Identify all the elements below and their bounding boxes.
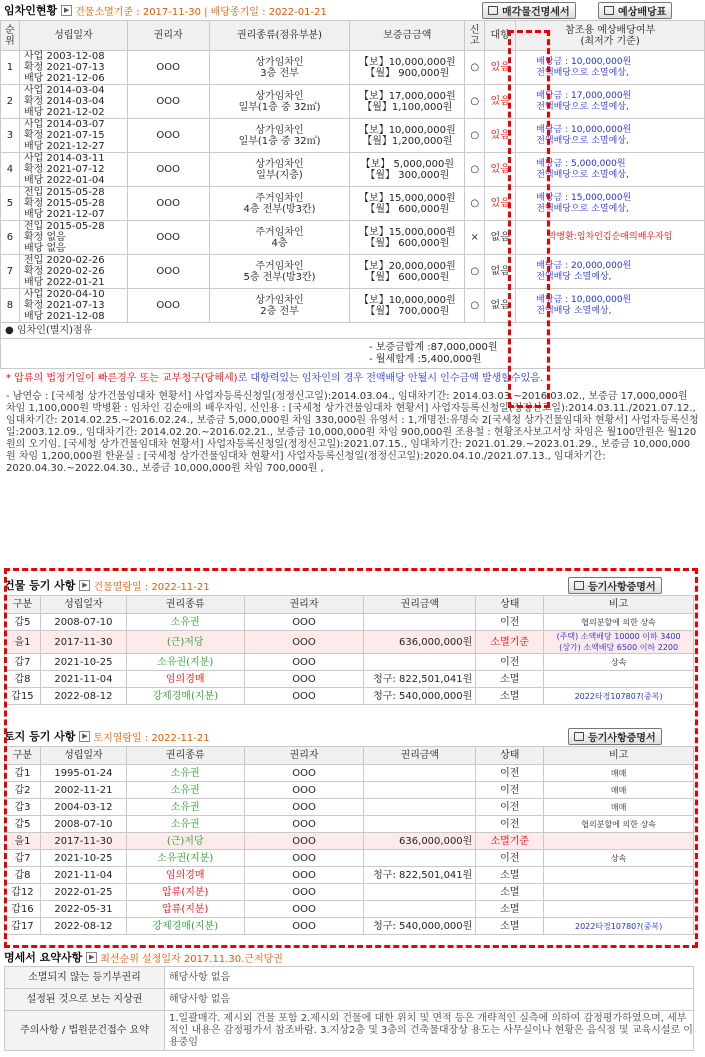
- bldg-registry-button[interactable]: 등기사항증명서: [568, 577, 662, 594]
- expected-line: 배당금 : 5,000,000원: [536, 158, 626, 169]
- date-line: 전입 2015-05-28: [23, 187, 105, 198]
- date-line: 확정 2015-05-28: [23, 198, 105, 209]
- date-cell: 1995-01-24: [40, 765, 126, 782]
- holder-cell: OOO: [127, 289, 209, 323]
- tenant-section: [0, 0, 705, 493]
- right-type-cell: 소유권: [126, 765, 244, 782]
- date-cell: [19, 255, 127, 289]
- holder-cell: OOO: [127, 51, 209, 85]
- type-cell: [209, 221, 350, 255]
- col-holder: 권리자: [127, 21, 209, 51]
- kind-cell: 을1: [5, 833, 41, 850]
- arrow-icon: ▶: [79, 580, 90, 591]
- date-cell: [19, 187, 127, 221]
- rent-line: 【월】 300,000원: [365, 169, 450, 181]
- right-type-cell: 강제경매(지분): [126, 688, 244, 705]
- table-row: [1, 187, 705, 221]
- report-cell: ○: [465, 289, 485, 323]
- right-type-cell: 임의경매: [126, 867, 244, 884]
- date-cell: 2021-10-25: [40, 654, 126, 671]
- date-line: 사업 2020-04-10: [23, 289, 105, 300]
- date-cell: [19, 51, 127, 85]
- spec-title: 명세서 요약사항: [4, 951, 83, 964]
- note-line: 상속: [610, 657, 627, 667]
- report-cell: ○: [465, 51, 485, 85]
- type-cell: [209, 119, 350, 153]
- type-part: 일부(1층 중 32㎡): [238, 135, 321, 147]
- status-cell: 소멸: [476, 884, 544, 901]
- date-cell: [19, 119, 127, 153]
- spec-row: [5, 967, 694, 989]
- amount-cell: 636,000,000원: [364, 833, 476, 850]
- date-cell: 2008-07-10: [40, 614, 126, 631]
- type-line: 주거임차인: [255, 260, 304, 272]
- col-header: 구분: [5, 596, 41, 614]
- land-subtitle: 토지열람일 : 2022-11-21: [93, 732, 210, 744]
- right-type-cell: 소유권: [126, 816, 244, 833]
- date-cell: 2022-01-25: [40, 884, 126, 901]
- date-cell: 2017-11-30: [40, 833, 126, 850]
- rank-cell: 4: [1, 153, 20, 187]
- type-line: 상가임차인: [255, 56, 304, 68]
- status-cell: 소멸: [476, 867, 544, 884]
- registry-highlight: [4, 568, 698, 948]
- expected-note: 전액배당으로 소멸예상,: [536, 101, 629, 112]
- expected-line: 배당금 : 20,000,000원: [536, 260, 632, 271]
- right-type-cell: 소유권: [126, 614, 244, 631]
- opposing-cell: 있음: [485, 187, 516, 221]
- type-cell: [209, 289, 350, 323]
- date-line: 배당 2022-01-21: [23, 277, 105, 288]
- status-cell: 이전: [476, 799, 544, 816]
- date-line: 사업 2014-03-11: [23, 153, 105, 164]
- expected-line: 박병환:임차인김순애의배우자임: [547, 232, 673, 242]
- opposing-cell: 없음: [485, 221, 516, 255]
- kind-cell: 갑15: [5, 688, 41, 705]
- rank-cell: 5: [1, 187, 20, 221]
- date-line: 확정 2021-07-12: [23, 164, 105, 175]
- expected-line: 배당금 : 10,000,000원: [536, 56, 632, 67]
- type-part: 5층 전부(방3칸): [243, 271, 316, 283]
- date-cell: 2017-11-30: [40, 631, 126, 654]
- type-part: 2층 전부: [260, 305, 299, 317]
- report-cell: ○: [465, 255, 485, 289]
- date-cell: 2021-10-25: [40, 850, 126, 867]
- holder-cell: OOO: [244, 816, 364, 833]
- kind-cell: 을1: [5, 631, 41, 654]
- spec-subtitle: 최선순위 설정일자 2017.11.30.근저당권: [100, 953, 283, 965]
- deposit-cell: [350, 85, 465, 119]
- type-part: 4층: [271, 237, 288, 249]
- deposit-line: 【보】17,000,000원: [359, 90, 456, 102]
- document-icon: [604, 6, 614, 15]
- status-cell: 이전: [476, 654, 544, 671]
- deposit-cell: [350, 153, 465, 187]
- right-type-cell: 강제경매(지분): [126, 918, 244, 935]
- date-cell: 2004-03-12: [40, 799, 126, 816]
- deposit-line: 【보】10,000,000원: [359, 124, 456, 136]
- holder-cell: OOO: [127, 187, 209, 221]
- date-line: 확정 2014-03-04: [23, 96, 105, 107]
- deposit-line: 【보】20,000,000원: [359, 260, 456, 272]
- date-line: 사업 2003-12-08: [23, 51, 105, 62]
- spec-row: [5, 989, 694, 1011]
- type-part: 4층 전부(방3칸): [243, 203, 316, 215]
- holder-cell: OOO: [127, 85, 209, 119]
- col-header: 상태: [476, 747, 544, 765]
- type-line: 상가임차인: [255, 294, 304, 306]
- amount-cell: 청구: 540,000,000원: [364, 688, 476, 705]
- note-line: 상속: [610, 853, 627, 863]
- kind-cell: 갑8: [5, 867, 41, 884]
- type-part: 일부(지층): [256, 169, 303, 181]
- date-cell: [19, 153, 127, 187]
- deposit-cell: [350, 221, 465, 255]
- kind-cell: 갑3: [5, 799, 41, 816]
- status-cell: 소멸: [476, 671, 544, 688]
- date-line: 확정 없음: [23, 232, 66, 243]
- type-cell: [209, 51, 350, 85]
- spec-key: 설정된 것으로 보는 지상권: [5, 989, 165, 1011]
- spec-key: 소멸되지 않는 등기부권리: [5, 967, 165, 989]
- report-cell: ○: [465, 153, 485, 187]
- col-header: 권리종류: [126, 747, 244, 765]
- type-line: 상가임차인: [255, 90, 304, 102]
- expected-line: 배당금 : 17,000,000원: [536, 90, 632, 101]
- date-line: 사업 2014-03-04: [23, 85, 105, 96]
- table-row: [1, 85, 705, 119]
- date-line: 배당 없음: [23, 243, 66, 254]
- kind-cell: 갑7: [5, 654, 41, 671]
- col-expected: 참조용 예상배당여부 (최저가 기준): [516, 21, 705, 51]
- rent-line: 【월】 600,000원: [365, 237, 450, 249]
- rank-cell: 2: [1, 85, 20, 119]
- kind-cell: 갑12: [5, 884, 41, 901]
- col-header: 권리금액: [364, 596, 476, 614]
- tenant-detail: - 남연승 : [국세청 상가건물임대차 현황서] 사업자등록신청일(정정신고일):2014.03.04., 임대차기간: 2014.03.03.~2016.03.02., 보증금 17,000,000원 차임 1,100,000원 박병환 : 임차인 김순애의 배우자임, 신인용 : [국세청 상가건물임대차 현황서] 사업자등록신청일(정정신고일):2014.03.11./2021.07.12., 임대차기간: 2014.02.25.~2016.02.24., 보증금 5,000,000원 차임 330,000원 유영서 : 1,개명전:유명숙 2[국세청 상가건물임대차 현황서] 사업자등록신청일:2003.12.09., 임대차기간: 2014.02.20.~2016.02.21., 보증금 10,000,000원 차임 900,000원 조용철 : 현황조사보고서상 차임은 월100만원은 월120원의 오기임. [국세청 상가건물임대차 현황서] 사업자등록신청일(정정신고일):2021.07.15., 임대차기간: 2021.01.29.~2023.01.29., 보증금 10,000,000원 차임 1,200,000원 한윤실 : [국세청 상가건물임대차 현황서] 사업자등록신청일(정정신고일):2020.04.10./2021.07.13., 임대차기간: 2020.04.30.~2022.04.30., 보증금 10,000,000원 차임 700,000원 ,: [6, 391, 699, 474]
- holder-cell: OOO: [244, 867, 364, 884]
- col-header: 성립일자: [40, 596, 126, 614]
- expected-note: 전액배당 소멸예상,: [536, 305, 612, 316]
- rent-line: 【월】 900,000원: [365, 67, 450, 79]
- type-cell: [209, 85, 350, 119]
- status-cell: 소멸기준: [476, 833, 544, 850]
- rank-cell: 8: [1, 289, 20, 323]
- spec-header: [4, 948, 694, 966]
- note-line: 협의분할에 의한 상속: [581, 617, 656, 627]
- col-header: 비고: [544, 747, 694, 765]
- kind-cell: 갑2: [5, 782, 41, 799]
- status-cell: 소멸기준: [476, 631, 544, 654]
- warning-note: * 압류의 법정기일이 빠른경우 또는 교부청구(당해세)로 대항력있는 임차인의 경우 전액배당 안될시 인수금액 발생할수있음.: [6, 373, 544, 384]
- spec-key: 주의사항 / 법원문건접수 요약: [5, 1011, 165, 1051]
- expected-line: 배당금 : 10,000,000원: [536, 124, 632, 135]
- date-cell: [19, 221, 127, 255]
- date-line: 배당 2022-01-04: [23, 175, 105, 186]
- deposit-line: 【보】10,000,000원: [359, 294, 456, 306]
- table-row: [1, 153, 705, 187]
- date-cell: [19, 85, 127, 119]
- rent-line: 【월】 600,000원: [365, 271, 450, 283]
- table-row: [1, 51, 705, 85]
- right-type-cell: (근)저당: [126, 833, 244, 850]
- holder-cell: OOO: [244, 671, 364, 688]
- col-header: 권리자: [244, 747, 364, 765]
- holder-cell: OOO: [127, 255, 209, 289]
- status-cell: 소멸: [476, 918, 544, 935]
- kind-cell: 갑17: [5, 918, 41, 935]
- document-icon: [488, 6, 498, 15]
- type-cell: [209, 255, 350, 289]
- date-line: 확정 2020-02-26: [23, 266, 105, 277]
- sale-spec-button[interactable]: 매각물건명세서: [482, 2, 576, 19]
- holder-cell: OOO: [244, 782, 364, 799]
- status-cell: 이전: [476, 816, 544, 833]
- date-cell: 2022-08-12: [40, 918, 126, 935]
- date-cell: 2002-11-21: [40, 782, 126, 799]
- spec-table: [4, 966, 694, 1051]
- report-cell: ○: [465, 119, 485, 153]
- opposing-cell: 있음: [485, 119, 516, 153]
- col-header: 성립일자: [40, 747, 126, 765]
- date-line: 사업 2014-03-07: [23, 119, 105, 130]
- note-line: 2022타경107807(중복): [574, 691, 663, 701]
- expected-note: 전액배당으로 소멸예상,: [536, 203, 629, 214]
- tenant-subtitle: 건물소멸기준 : 2017-11-30 | 배당종기일 : 2022-01-21: [75, 6, 327, 18]
- date-line: 확정 2021-07-13: [23, 300, 105, 311]
- date-cell: 2021-11-04: [40, 671, 126, 688]
- expected-note: 전액배당으로 소멸예상,: [536, 169, 629, 180]
- holder-cell: OOO: [244, 850, 364, 867]
- rank-cell: 3: [1, 119, 20, 153]
- table-row: [1, 255, 705, 289]
- note-line: 2022타경10780?(중복): [574, 921, 663, 931]
- type-line: 상가임차인: [255, 158, 304, 170]
- right-type-cell: 소유권(지분): [126, 654, 244, 671]
- kind-cell: 갑5: [5, 614, 41, 631]
- expected-note: 전액배당 소멸예상,: [536, 271, 612, 282]
- col-header: 권리종류: [126, 596, 244, 614]
- date-line: 배당 2021-12-02: [23, 107, 105, 118]
- right-type-cell: 소유권: [126, 799, 244, 816]
- opposing-cell: 있음: [485, 85, 516, 119]
- right-type-cell: 소유권(지분): [126, 850, 244, 867]
- date-cell: 2008-07-10: [40, 816, 126, 833]
- date-cell: 2022-08-12: [40, 688, 126, 705]
- rent-line: 【월】1,200,000원: [362, 135, 453, 147]
- arrow-icon: ▶: [79, 731, 90, 742]
- right-type-cell: 임의경매: [126, 671, 244, 688]
- date-cell: 2021-11-04: [40, 867, 126, 884]
- type-line: 주거임차인: [255, 192, 304, 204]
- tenant-header: [0, 0, 705, 20]
- expected-line: 배당금 : 10,000,000원: [536, 294, 632, 305]
- holder-cell: OOO: [244, 799, 364, 816]
- opposing-cell: 없음: [485, 289, 516, 323]
- report-cell: ×: [465, 221, 485, 255]
- holder-cell: OOO: [127, 119, 209, 153]
- spec-row: [5, 1011, 694, 1051]
- holder-cell: OOO: [244, 884, 364, 901]
- bldg-subtitle: 건물열람일 : 2022-11-21: [93, 581, 210, 593]
- type-part: 3층 전부: [260, 67, 299, 79]
- amount-cell: 청구: 822,501,041원: [364, 671, 476, 688]
- date-line: 배당 2021-12-08: [23, 311, 105, 322]
- holder-cell: OOO: [244, 614, 364, 631]
- kind-cell: 갑1: [5, 765, 41, 782]
- type-line: 상가임차인: [255, 124, 304, 136]
- col-date: 성립일자: [19, 21, 127, 51]
- col-type: 권리종류(점유부분): [209, 21, 350, 51]
- note-line: 매매: [610, 802, 627, 812]
- table-row: [1, 221, 705, 255]
- status-cell: 소멸: [476, 688, 544, 705]
- date-line: 확정 2021-07-13: [23, 62, 105, 73]
- date-line: 전입 2015-05-28: [23, 221, 105, 232]
- deposit-cell: [350, 187, 465, 221]
- amount-cell: 청구: 822,501,041원: [364, 867, 476, 884]
- opposing-cell: 있음: [485, 51, 516, 85]
- deposit-cell: [350, 51, 465, 85]
- rent-line: 【월】 600,000원: [365, 203, 450, 215]
- deposit-cell: [350, 119, 465, 153]
- date-line: 배당 2021-12-07: [23, 209, 105, 220]
- status-cell: 이전: [476, 614, 544, 631]
- rent-line: 【월】 700,000원: [365, 305, 450, 317]
- amount-cell: 청구: 540,000,000원: [364, 918, 476, 935]
- holder-cell: OOO: [244, 654, 364, 671]
- col-header: 구분: [5, 747, 41, 765]
- type-line: 주거임차인: [255, 226, 304, 238]
- occupy-note: ● 임차인(별지)점유: [0, 323, 705, 339]
- deposit-cell: [350, 289, 465, 323]
- arrow-icon: ▶: [61, 5, 72, 16]
- land-registry-button[interactable]: 등기사항증명서: [568, 728, 662, 745]
- date-line: 확정 2021-07-15: [23, 130, 105, 141]
- kind-cell: 갑16: [5, 901, 41, 918]
- kind-cell: 갑5: [5, 816, 41, 833]
- deposit-line: 【보】15,000,000원: [359, 226, 456, 238]
- amount-cell: 636,000,000원: [364, 631, 476, 654]
- type-cell: [209, 187, 350, 221]
- tenant-title: 임차인현황: [4, 4, 58, 17]
- land-title: 토지 등기 사항: [4, 730, 76, 743]
- holder-cell: OOO: [244, 688, 364, 705]
- date-cell: 2022-05-31: [40, 901, 126, 918]
- tenant-table: [0, 20, 705, 323]
- holder-cell: OOO: [244, 901, 364, 918]
- holder-cell: OOO: [244, 833, 364, 850]
- opposing-cell: 없음: [485, 255, 516, 289]
- note-line: (상가) 소액배당 6500 이하 2200: [559, 643, 679, 652]
- kind-cell: 갑7: [5, 850, 41, 867]
- expected-note: 전액배당으로 소멸예상,: [536, 67, 629, 78]
- status-cell: 이전: [476, 765, 544, 782]
- col-header: 권리자: [244, 596, 364, 614]
- col-rank: 순 위: [1, 21, 20, 51]
- note-line: (주택) 소액배당 10000 이하 3400: [556, 632, 681, 641]
- opposing-highlight: [508, 30, 550, 408]
- col-header: 권리금액: [364, 747, 476, 765]
- col-header: 비고: [544, 596, 694, 614]
- bldg-title: 건물 등기 사항: [4, 579, 76, 592]
- rank-cell: 1: [1, 51, 20, 85]
- date-line: 배당 2021-12-06: [23, 73, 105, 84]
- date-cell: [19, 289, 127, 323]
- note-line: 매매: [610, 785, 627, 795]
- holder-cell: OOO: [127, 221, 209, 255]
- right-type-cell: 소유권: [126, 782, 244, 799]
- col-opposing: 대항: [485, 21, 516, 51]
- deposit-line: 【보】15,000,000원: [359, 192, 456, 204]
- col-report: 신고: [465, 21, 485, 51]
- report-cell: ○: [465, 187, 485, 221]
- rank-cell: 7: [1, 255, 20, 289]
- holder-cell: OOO: [244, 765, 364, 782]
- holder-cell: OOO: [244, 918, 364, 935]
- note-line: 협의분할에 의한 상속: [581, 819, 656, 829]
- status-cell: 이전: [476, 850, 544, 867]
- type-part: 일부(1층 중 32㎡): [238, 101, 321, 113]
- rent-total: - 월세합계 :5,400,000원: [369, 354, 482, 365]
- date-line: 배당 2021-12-27: [23, 141, 105, 152]
- right-type-cell: (근)저당: [126, 631, 244, 654]
- deposit-line: 【보】10,000,000원: [359, 56, 456, 68]
- spec-value: 1.일괄매각. 제시외 건물 포함 2.제시외 건물에 대한 위치 및 면적 등은 개략적인 실측에 의하여 감정평가하였으며, 세부적인 내용은 감정평가서 참조바람. 3.지상2층 및 3층의 건축물대장상 용도는 사무실이나 현황은 음식점 및 교육시설로 이용중임: [165, 1011, 694, 1051]
- date-line: 전입 2020-02-26: [23, 255, 105, 266]
- deposit-cell: [350, 255, 465, 289]
- expected-note: 전액배당으로 소멸예상,: [536, 135, 629, 146]
- deposit-total: - 보증금합계 :87,000,000원: [369, 342, 498, 353]
- type-cell: [209, 153, 350, 187]
- spec-value: 해당사항 없음: [165, 967, 694, 989]
- col-header: 상태: [476, 596, 544, 614]
- table-row: [1, 289, 705, 323]
- opposing-cell: 있음: [485, 153, 516, 187]
- rent-line: 【월】1,100,000원: [362, 101, 453, 113]
- spec-value: 해당사항 없음: [165, 989, 694, 1011]
- totals: [0, 339, 705, 369]
- note-line: 매매: [610, 768, 627, 778]
- col-deposit: 보증금금액: [350, 21, 465, 51]
- expected-line: 배당금 : 15,000,000원: [536, 192, 632, 203]
- arrow-icon: ▶: [86, 952, 97, 963]
- status-cell: 이전: [476, 782, 544, 799]
- status-cell: 소멸: [476, 901, 544, 918]
- report-cell: ○: [465, 85, 485, 119]
- right-type-cell: 압류(지분): [126, 884, 244, 901]
- kind-cell: 갑8: [5, 671, 41, 688]
- holder-cell: OOO: [244, 631, 364, 654]
- dividend-table-button[interactable]: 예상배당표: [598, 2, 672, 19]
- deposit-line: 【보】 5,000,000원: [360, 158, 455, 170]
- right-type-cell: 압류(지분): [126, 901, 244, 918]
- spec-section: [4, 948, 694, 1051]
- table-row: [1, 119, 705, 153]
- rank-cell: 6: [1, 221, 20, 255]
- holder-cell: OOO: [127, 153, 209, 187]
